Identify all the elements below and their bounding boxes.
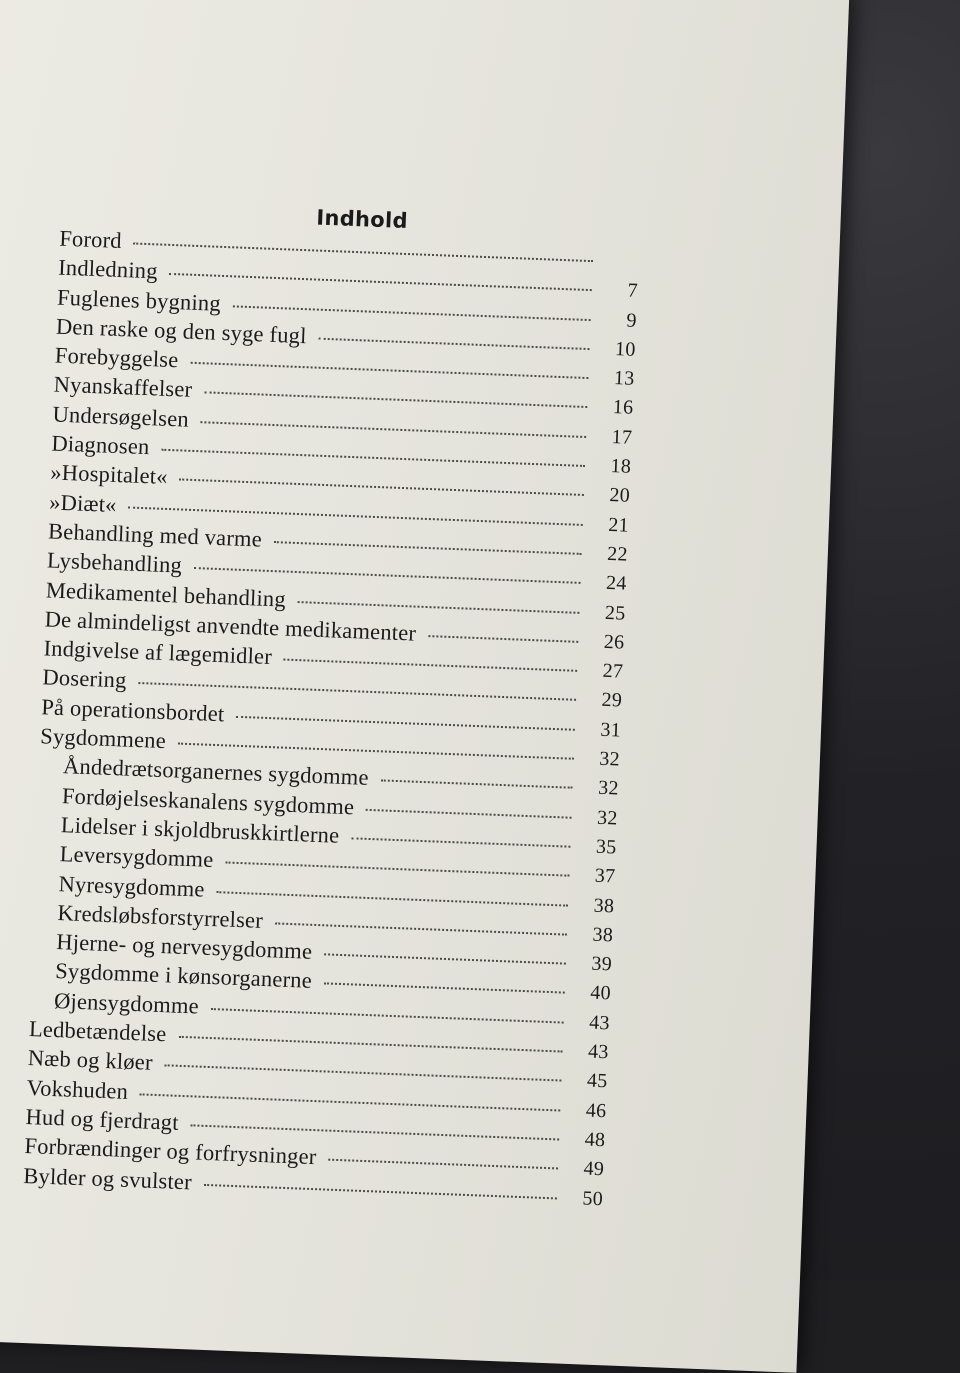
- toc-entry-title: Sygdomme i kønsorganerne: [54, 958, 313, 994]
- toc-entry-page: 50: [582, 1186, 604, 1210]
- dot-leader: [351, 836, 570, 847]
- dot-leader: [170, 272, 592, 291]
- toc-entry-page: 32: [597, 777, 620, 800]
- dot-leader: [274, 540, 582, 555]
- toc-entry-title: Ledbetændelse: [28, 1016, 167, 1047]
- dot-leader: [366, 807, 572, 818]
- dot-leader: [134, 241, 593, 262]
- toc-entry-title: Vokshuden: [26, 1074, 129, 1104]
- toc-entry-page: 43: [588, 1011, 611, 1035]
- dot-leader: [178, 742, 574, 760]
- dot-leader: [201, 420, 587, 438]
- toc-entry-title: På operationsbordet: [40, 694, 225, 727]
- dot-leader: [191, 1123, 560, 1140]
- toc-entry-title: Næb og kløer: [27, 1045, 154, 1076]
- dot-leader: [138, 681, 576, 701]
- toc-entry-title: Forebyggelse: [54, 342, 179, 373]
- toc-entry-title: »Diæt«: [48, 489, 118, 517]
- toc-entry-page: 20: [609, 484, 631, 508]
- toc-entry-title: Lysbehandling: [46, 547, 183, 578]
- toc-entry-page: 40: [589, 982, 612, 1005]
- dot-leader: [324, 952, 566, 964]
- toc-entry-page: 17: [611, 425, 633, 449]
- table-of-contents: [23, 226, 640, 1214]
- dot-leader: [204, 391, 587, 409]
- toc-entry-page: 7: [627, 279, 639, 303]
- dot-leader: [318, 337, 589, 350]
- toc-entry-title: Nyresygdomme: [58, 870, 206, 902]
- toc-entry-title: »Hospitalet«: [49, 459, 169, 490]
- toc-entry-page: 24: [605, 572, 627, 595]
- dot-leader: [129, 505, 583, 525]
- toc-entry-title: Bylder og svulster: [22, 1162, 193, 1194]
- dot-leader: [324, 982, 565, 994]
- dot-leader: [178, 1035, 562, 1053]
- dot-leader: [233, 304, 591, 321]
- toc-entry-page: 10: [614, 337, 636, 361]
- toc-entry-title: Fordøjelseskanalens sygdomme: [61, 782, 355, 820]
- toc-entry-title: Øjensygdomme: [53, 987, 200, 1019]
- dot-leader: [381, 779, 573, 789]
- toc-entry-page: 45: [586, 1069, 608, 1093]
- dot-leader: [140, 1092, 560, 1111]
- toc-entry-title: Medikamentel behandling: [45, 576, 287, 612]
- toc-entry-title: Indgivelse af lægemidler: [43, 635, 273, 670]
- toc-entry-title: Indledning: [57, 254, 159, 284]
- toc-entry-title: Nyanskaffelser: [53, 372, 193, 403]
- toc-entry-page: 31: [600, 718, 622, 742]
- toc-entry-page: 13: [613, 367, 635, 390]
- toc-entry-page: 29: [601, 689, 623, 713]
- dot-leader: [165, 1064, 562, 1082]
- toc-entry-page: 9: [626, 309, 638, 332]
- toc-entry-page: 43: [587, 1040, 609, 1064]
- toc-entry-page: 32: [598, 747, 621, 771]
- toc-entry-title: Leversygdomme: [59, 841, 214, 873]
- toc-entry-page: 32: [596, 806, 618, 830]
- toc-entry-title: Forbrændinger og forfrysninger: [24, 1133, 317, 1170]
- toc-entry-page: [603, 267, 639, 268]
- toc-entry-page: 38: [592, 923, 614, 947]
- toc-entry-title: De almindeligst anvendte medikamenter: [44, 606, 417, 646]
- dot-leader: [194, 566, 581, 584]
- toc-entry-title: Hud og fjerdragt: [25, 1103, 180, 1135]
- toc-entry-title: Kredsløbsforstyrrelser: [57, 899, 264, 933]
- dot-leader: [284, 658, 577, 672]
- toc-entry-page: 37: [594, 864, 616, 888]
- toc-entry-page: 22: [606, 542, 629, 566]
- toc-entry-page: 16: [612, 396, 634, 420]
- toc-entry-page: 21: [607, 513, 630, 537]
- toc-entry-page: 48: [584, 1128, 606, 1152]
- toc-entry-page: 46: [585, 1099, 607, 1122]
- toc-entry-page: 27: [602, 659, 624, 683]
- dot-leader: [275, 921, 567, 935]
- dot-leader: [225, 861, 569, 877]
- dot-leader: [217, 890, 569, 907]
- toc-entry-page: 39: [591, 952, 613, 976]
- toc-entry-title: Sygdommene: [39, 723, 167, 754]
- toc-entry-title: Den raske og den syge fugl: [55, 313, 308, 349]
- toc-entry-page: 38: [593, 894, 615, 917]
- toc-entry-page: 35: [595, 835, 617, 859]
- toc-entry-page: 49: [583, 1157, 605, 1181]
- dot-leader: [204, 1182, 557, 1199]
- toc-entry-title: Undersøgelsen: [52, 401, 190, 432]
- dot-leader: [161, 448, 585, 467]
- dot-leader: [236, 715, 575, 731]
- toc-entry-title: Åndedrætsorganernes sygdomme: [62, 753, 370, 791]
- toc-entry-page: 26: [603, 630, 625, 654]
- toc-entry-title: Hjerne- og nervesygdomme: [55, 929, 313, 964]
- dot-leader: [328, 1158, 558, 1170]
- toc-entry-title: Lidelser i skjoldbruskkirtlerne: [60, 812, 340, 848]
- toc-entry-page: 25: [604, 601, 626, 625]
- toc-entry-title: Fuglenes bygning: [56, 284, 222, 316]
- dot-leader: [190, 361, 588, 379]
- dot-leader: [298, 600, 580, 614]
- toc-entry-page: 18: [610, 455, 632, 478]
- dot-leader: [211, 1007, 564, 1024]
- dot-leader: [428, 634, 578, 643]
- toc-entry-title: Behandling med varme: [47, 518, 263, 552]
- contents-heading: Indhold: [315, 205, 409, 233]
- toc-entry-title: Forord: [58, 225, 123, 254]
- toc-entry-title: Dosering: [42, 664, 128, 693]
- toc-entry-title: Diagnosen: [51, 430, 150, 460]
- dot-leader: [180, 478, 584, 497]
